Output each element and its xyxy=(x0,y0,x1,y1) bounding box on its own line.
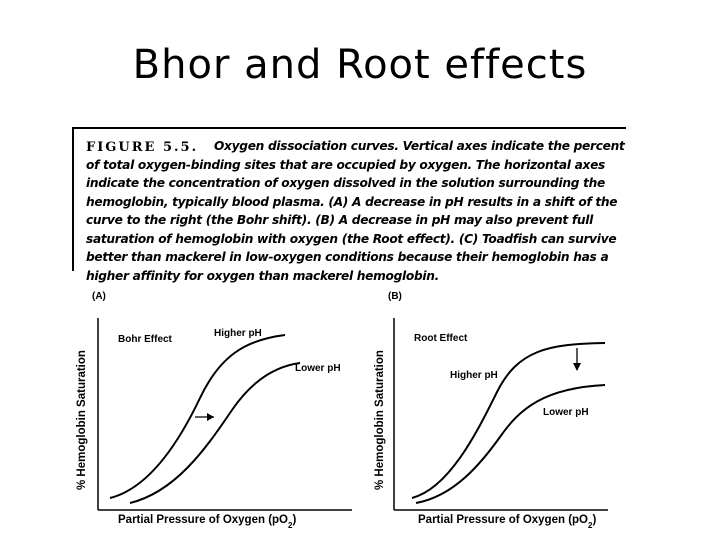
figure-label: FIGURE 5.5. xyxy=(86,140,199,155)
figure-caption-text: Oxygen dissociation curves. Vertical axes indicate the percent of total oxygen-binding sites that are occupied by oxygen. The horizontal axes indicate the concentration of oxygen dissolved in the solution surrounding the hemoglobin, typically blood plasma. (A) A decrease in pH results in a shift of the curve to the right (the Bohr shift). (B) A decrease in pH may also prevent full saturation of hemoglobin with oxygen (the Root effect). (C) Toadfish can survive better than mackerel in low-oxygen conditions because their hemoglobin has a higher affinity for oxygen than mackerel hemoglobin. xyxy=(86,139,625,283)
panel-b-label: (B) xyxy=(388,291,402,302)
panel-b-y-axis-label: % Hemoglobin Saturation xyxy=(374,350,386,490)
panel-b-lower-ph-label: Lower pH xyxy=(543,407,589,418)
panel-a-lower-ph-label: Lower pH xyxy=(295,363,341,374)
panel-a-lower-ph-curve xyxy=(130,363,300,503)
panel-b-x-axis-label: Partial Pressure of Oxygen $(pO_2)$ xyxy=(418,514,597,530)
panel-a-higher-ph-label: Higher pH xyxy=(214,328,262,339)
panel-a-label: (A) xyxy=(92,291,106,302)
panel-a-y-axis-label: % Hemoglobin Saturation xyxy=(76,350,88,490)
panel-b-higher-ph-label: Higher pH xyxy=(450,370,498,381)
panel-b xyxy=(374,291,608,530)
panel-a-title: Bohr Effect xyxy=(118,334,172,345)
slide-title: Bhor and Root effects xyxy=(132,42,588,88)
panel-a-shift-arrowhead xyxy=(207,413,214,421)
panel-b-title: Root Effect xyxy=(414,333,468,344)
panel-a-x-axis-label: Partial Pressure of Oxygen $(pO_2)$ xyxy=(118,514,297,530)
panel-b-lower-ph-curve xyxy=(416,385,605,503)
panel-a xyxy=(76,291,352,530)
panel-b-shift-arrowhead xyxy=(573,363,581,371)
